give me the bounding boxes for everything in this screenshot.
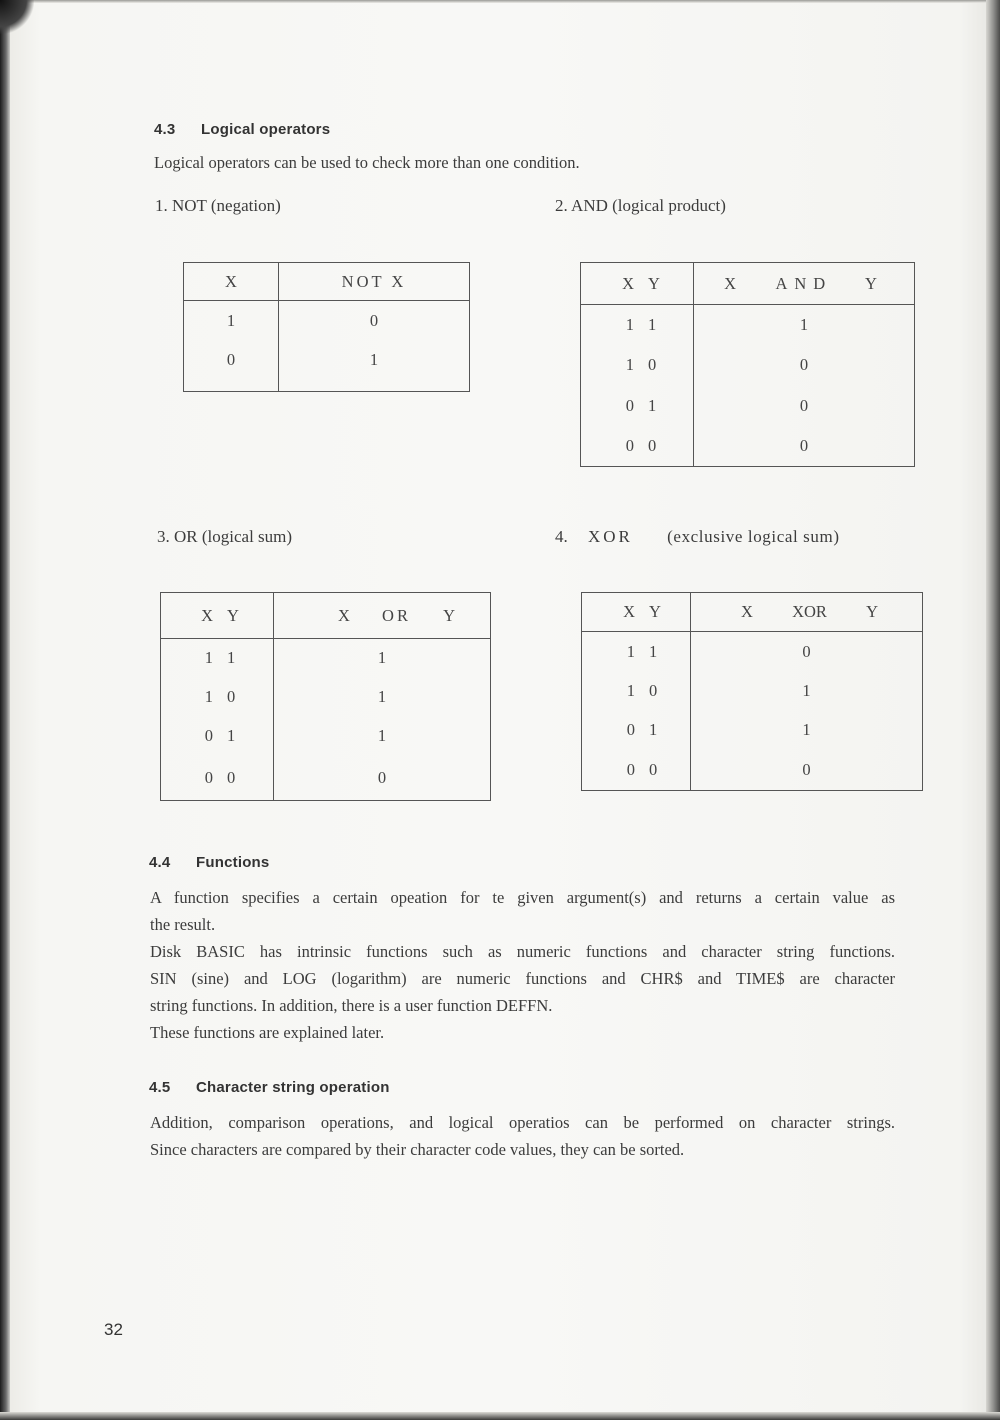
cell-x: 1 [625,315,634,335]
xor-table-label [555,527,840,547]
cell-y: 1 [648,315,657,335]
cell-result: 1 [691,672,923,711]
table-row [161,756,491,801]
section-number: 4.3 [154,121,176,138]
cell-y: 0 [227,767,236,787]
table-row [161,717,491,756]
table-header-row [582,593,923,632]
table-header-row [581,263,915,305]
table-row [581,426,915,466]
table-row [581,305,915,345]
cell-x: 0 [204,767,213,787]
table-row [161,678,491,717]
or-table-label: 3. OR (logical sum) [157,527,293,546]
page-edge-top [0,0,1000,3]
section-heading-4-4 [149,854,269,871]
paragraph-line: A function specifies a certain opeation for te given argument(s) and returns a certain value as [150,888,895,907]
header-op: XOR [792,602,827,621]
and-truth-table [580,262,915,467]
xor-truth-table [581,592,923,791]
table-row [184,301,470,341]
header-y: Y [642,263,694,305]
cell-x: 0 [625,395,634,415]
paragraph-line: These functions are explained later. [150,1023,385,1042]
header-x: X [582,593,644,632]
cell-result: 1 [274,678,491,717]
table-row [582,711,923,750]
cell-x: 1 [626,641,635,661]
cell-result: 0 [694,426,915,466]
table-spacer-row [184,379,470,392]
table-row [184,341,470,379]
table-row [581,345,915,385]
table-row [161,639,491,678]
header-op: OR [382,605,411,625]
cell-result: 1 [279,341,470,379]
paragraph-line: Disk BASIC has intrinsic functions such as numeric functions and character string functions. [150,942,895,961]
cell-result: 0 [691,632,923,672]
cell-y: 1 [649,720,658,739]
table-row [582,750,923,791]
cell-x: 1 [204,687,213,706]
page-corner-shadow [0,0,34,34]
cell-result: 0 [694,386,915,426]
paragraph-line: Addition, comparison operations, and logical operatios can be performed on character strings. [150,1113,895,1132]
cell-x: 1 [226,310,236,330]
table-row [582,672,923,711]
header-x: X [338,605,350,625]
section-title: Character string operation [196,1079,390,1096]
cell-result: 1 [691,711,923,750]
page-edge-right [986,0,1000,1420]
not-table-label: 1. NOT (negation) [155,196,281,215]
cell-y: 1 [227,726,236,745]
cell-x: 0 [625,436,634,456]
cell-result: 0 [694,345,915,385]
header-x: X [741,602,753,621]
cell-result: 1 [274,717,491,756]
header-x: X [184,263,279,301]
cell-x: 1 [625,355,634,375]
cell-result: 1 [694,305,915,345]
section-title: Logical operators [201,121,331,138]
section-heading-4-5 [149,1079,390,1096]
cell-y: 1 [649,641,658,661]
string-operation-paragraph [150,1109,895,1163]
cell-result: 0 [691,750,923,791]
header-x-and-y: X AND Y [694,263,915,305]
page-number: 32 [104,1320,123,1339]
and-table-label: 2. AND (logical product) [555,196,726,215]
functions-paragraph [150,884,895,1046]
section-number: 4.5 [149,1079,171,1096]
cell-y: 0 [648,355,657,375]
table-row [582,632,923,672]
header-not-x: NOT X [279,263,470,301]
page-edge-bottom [0,1412,1000,1420]
xor-label-number: 4. [555,527,568,546]
table-header-row [161,593,491,639]
header-x: X [161,593,222,639]
cell-y: 0 [649,759,658,779]
cell-result: 1 [274,639,491,678]
cell-x: 0 [626,759,635,779]
or-truth-table [160,592,491,801]
cell-result: 0 [274,756,491,801]
header-y: Y [221,593,274,639]
section-title: Functions [196,854,270,871]
header-y: Y [443,605,455,625]
table-header-row [184,263,470,301]
cell-x: 0 [626,720,635,739]
cell-x: 1 [626,681,635,700]
header-x-or-y [274,593,491,639]
table-row [581,386,915,426]
section-heading-4-3 [154,121,330,138]
cell-result: 0 [279,301,470,341]
cell-x: 0 [226,349,236,369]
cell-x: 1 [204,648,213,668]
cell-y: 0 [649,681,658,700]
cell-y: 1 [648,395,657,415]
cell-y: 0 [227,687,236,706]
intro-paragraph: Logical operators can be used to check more than one condition. [154,153,580,172]
paragraph-line: Since characters are compared by their character code values, they can be sorted. [150,1140,685,1159]
header-y: Y [643,593,691,632]
paragraph-line: the result. [150,915,216,934]
paragraph-line: string functions. In addition, there is a user function DEFFN. [150,996,553,1015]
cell-x: 0 [204,726,213,745]
header-x: X [581,263,643,305]
cell-y: 0 [648,436,657,456]
header-x-xor-y [691,593,923,632]
xor-label-name: XOR [588,527,633,546]
page-edge-left [0,0,10,1420]
cell-y: 1 [227,648,236,668]
section-number: 4.4 [149,854,171,871]
xor-label-description: (exclusive logical sum) [667,527,840,546]
header-y: Y [866,602,878,621]
not-truth-table [183,262,470,392]
paragraph-line: SIN (sine) and LOG (logarithm) are numeric functions and CHR$ and TIME$ are character [150,969,895,988]
